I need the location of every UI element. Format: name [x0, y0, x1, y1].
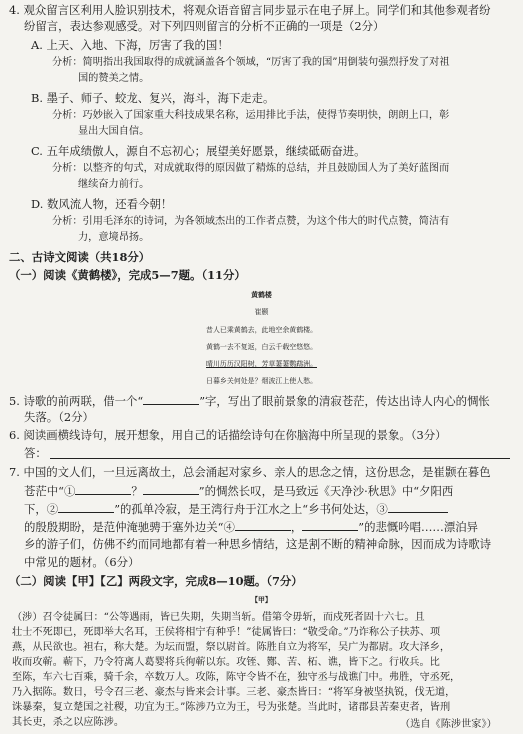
q7-line3	[24, 501, 448, 516]
q5-answer-blank[interactable]	[143, 393, 199, 405]
poem-line-2: 黄鹤一去不复返，白云千载空悠悠。	[206, 343, 317, 351]
q7-text-3a: 下，②	[24, 502, 59, 516]
q4-option-d-analysis-line1: 分析：引用毛泽东的诗词，为各领域杰出的工作者点赞，为这个伟大的时代点赞，简洁有	[52, 216, 450, 227]
q6-answer-label: 答：	[24, 446, 47, 460]
passage-jia-line-7: 诛暴秦，复立楚国之社稷，功宜为王。”陈涉乃立为王，号为张楚。当此时，诸郡县苦秦吏者，皆刑	[12, 702, 451, 713]
q7-line2	[24, 483, 453, 498]
q5-line1	[9, 393, 490, 408]
q7-text-4c: ”的悲慨吟唱……漂泊异	[358, 520, 478, 534]
q6-line1: 6. 阅读画横线诗句，展开想象，用自己的话描绘诗句在你脑海中所呈现的景象。（3分）	[9, 428, 447, 442]
q4-option-b-analysis-line1: 分析：巧妙嵌入了国家重大科技成果名称，运用排比手法，使得节奏明快，朗朗上口，彰	[52, 110, 450, 121]
section-2-part-2-heading: （二）阅读【甲】【乙】两段文字，完成8—10题。（7分）	[9, 574, 303, 588]
q4-option-c: C. 五年成绩傲人，源自不忘初心；展望美好愿景，继续砥砺奋进。	[31, 144, 366, 158]
q4-option-d: D. 数风流人物，还看今朝！	[31, 197, 173, 211]
passage-jia-source: （选自《陈涉世家》）	[400, 719, 497, 730]
poem-line-3-underlined	[0, 357, 523, 371]
q5-text-a: 5. 诗歌的前两联，借一个“	[9, 394, 144, 408]
q6-answer-line[interactable]	[50, 458, 510, 459]
passage-jia-line-5: 至陈，车六七百乘，骑千余，卒数万人。攻陈，陈守令皆不在，独守丞与战谯门中。弗胜，守丞死，	[12, 672, 461, 683]
q7-line5: 乡的游子们，仿佛不约而同地都有着一种思乡情结，这是割不断的精神命脉，因而成为诗歌诗	[24, 537, 492, 551]
q4-option-a: A. 上天、入地、下海，厉害了我的国！	[31, 38, 229, 52]
q7-line6: 中常见的题材。（6分）	[24, 555, 140, 569]
passage-jia-line-4: 收而攻蕲。蕲下，乃令符离人葛婴将兵徇蕲以东。攻铚、酂、苦、柘、谯，皆下之。行收兵。比	[12, 657, 440, 668]
q7-blank-4a[interactable]	[235, 519, 291, 531]
q7-blank-2[interactable]	[58, 501, 114, 513]
q7-text-2c: ”的惆然长叹，是马致远《天净沙·秋思》中“夕阳西	[198, 484, 454, 498]
q7-line4	[24, 519, 478, 534]
q7-blank-4b[interactable]	[302, 519, 358, 531]
passage-jia-title: 【甲】	[251, 596, 272, 604]
q7-blank-3[interactable]	[388, 501, 448, 513]
q4-option-a-analysis-line1: 分析：简明指出我国取得的成就涵盖各个领域，“厉害了我的国”用倒装句强烈抒发了对祖	[52, 57, 450, 68]
poem-line-4: 日暮乡关何处是？烟波江上使人愁。	[206, 377, 317, 385]
passage-jia-line-8: 其长吏，杀之以应陈涉。	[12, 717, 125, 728]
poem-line-3-text: 晴川历历汉阳树，芳草萋萋鹦鹉洲。	[206, 360, 317, 368]
q5-text-b: ”字，写出了眼前景象的清寂苍茫，传达出诗人内心的惆怅	[199, 394, 490, 408]
q7-text-4a: 的殷殷期盼，是范仲淹驰骋于塞外边关“④	[24, 520, 235, 534]
q4-option-c-analysis-line2: 继续奋力前行。	[78, 179, 150, 190]
q4-option-b: B. 墨子、师子、蛟龙、复兴，海斗，海下走走。	[31, 91, 275, 105]
poem-title: 黄鹤楼	[251, 291, 272, 299]
q5-line2: 失落。（2分）	[24, 410, 94, 424]
q7-text-2b: ？	[131, 484, 143, 498]
passage-jia-line-3: 燕，从民欲也。袒右，称大楚。为坛而盟，祭以尉首。陈胜自立为将军，吴广为都尉。攻大泽乡，	[12, 642, 451, 653]
poem-author: 崔颢	[254, 308, 269, 316]
poem-line-1: 昔人已乘黄鹤去，此地空余黄鹤楼。	[206, 326, 317, 334]
passage-jia-line-1: （涉）召令徒属曰：“公等遇雨，皆已失期，失期当斩。借第令毋斩，而戍死者固十六七。且	[12, 612, 425, 623]
q4-option-b-analysis-line2: 显出大国自信。	[78, 126, 150, 137]
q4-stem-line1: 4. 观众留言区利用人脸识别技术，将观众语音留言同步显示在电子屏上。同学们和其他参观者纷	[9, 3, 491, 17]
q4-option-d-analysis-line2: 力，意境昂扬。	[78, 232, 150, 243]
q7-blank-1b[interactable]	[143, 483, 199, 495]
q4-stem-line2: 纷留言，表达参观感受。对下列四则留言的分析不正确的一项是（2分）	[24, 19, 385, 33]
q7-line1: 7. 中国的文人们，一旦远离故土，总会涌起对家乡、亲人的思念之情，这份思念，是崔颢在暮色	[9, 465, 491, 479]
q4-option-a-analysis-line2: 国的赞美之情。	[78, 73, 150, 84]
q7-blank-1a[interactable]	[75, 483, 131, 495]
section-2-heading: 二、古诗文阅读（共18分）	[9, 250, 151, 264]
q7-text-4b: ，	[290, 520, 303, 534]
passage-jia-line-2: 壮士不死即已，死即举大名耳，王侯将相宁有种乎！”徒属皆曰：“敬受命。”乃诈称公子扶苏、项	[12, 627, 441, 638]
q4-option-c-analysis-line1: 分析：以整齐的句式，对成就取得的原因做了精炼的总结，并且鼓励国人为了美好蓝图而	[52, 163, 450, 174]
q7-text-3b: ”的孤单冷寂，是王湾行舟于江水之上“乡书何处达，③	[114, 502, 388, 516]
passage-jia-line-6: 乃入据陈。数日，号令召三老、豪杰与皆来会计事。三老、豪杰皆曰：“将军身被坚执锐，伐无道，	[12, 687, 456, 698]
q7-text-2a: 苍茫中“①	[24, 484, 76, 498]
section-2-part-1-heading: （一）阅读《黄鹤楼》，完成5—7题。（11分）	[9, 268, 246, 282]
